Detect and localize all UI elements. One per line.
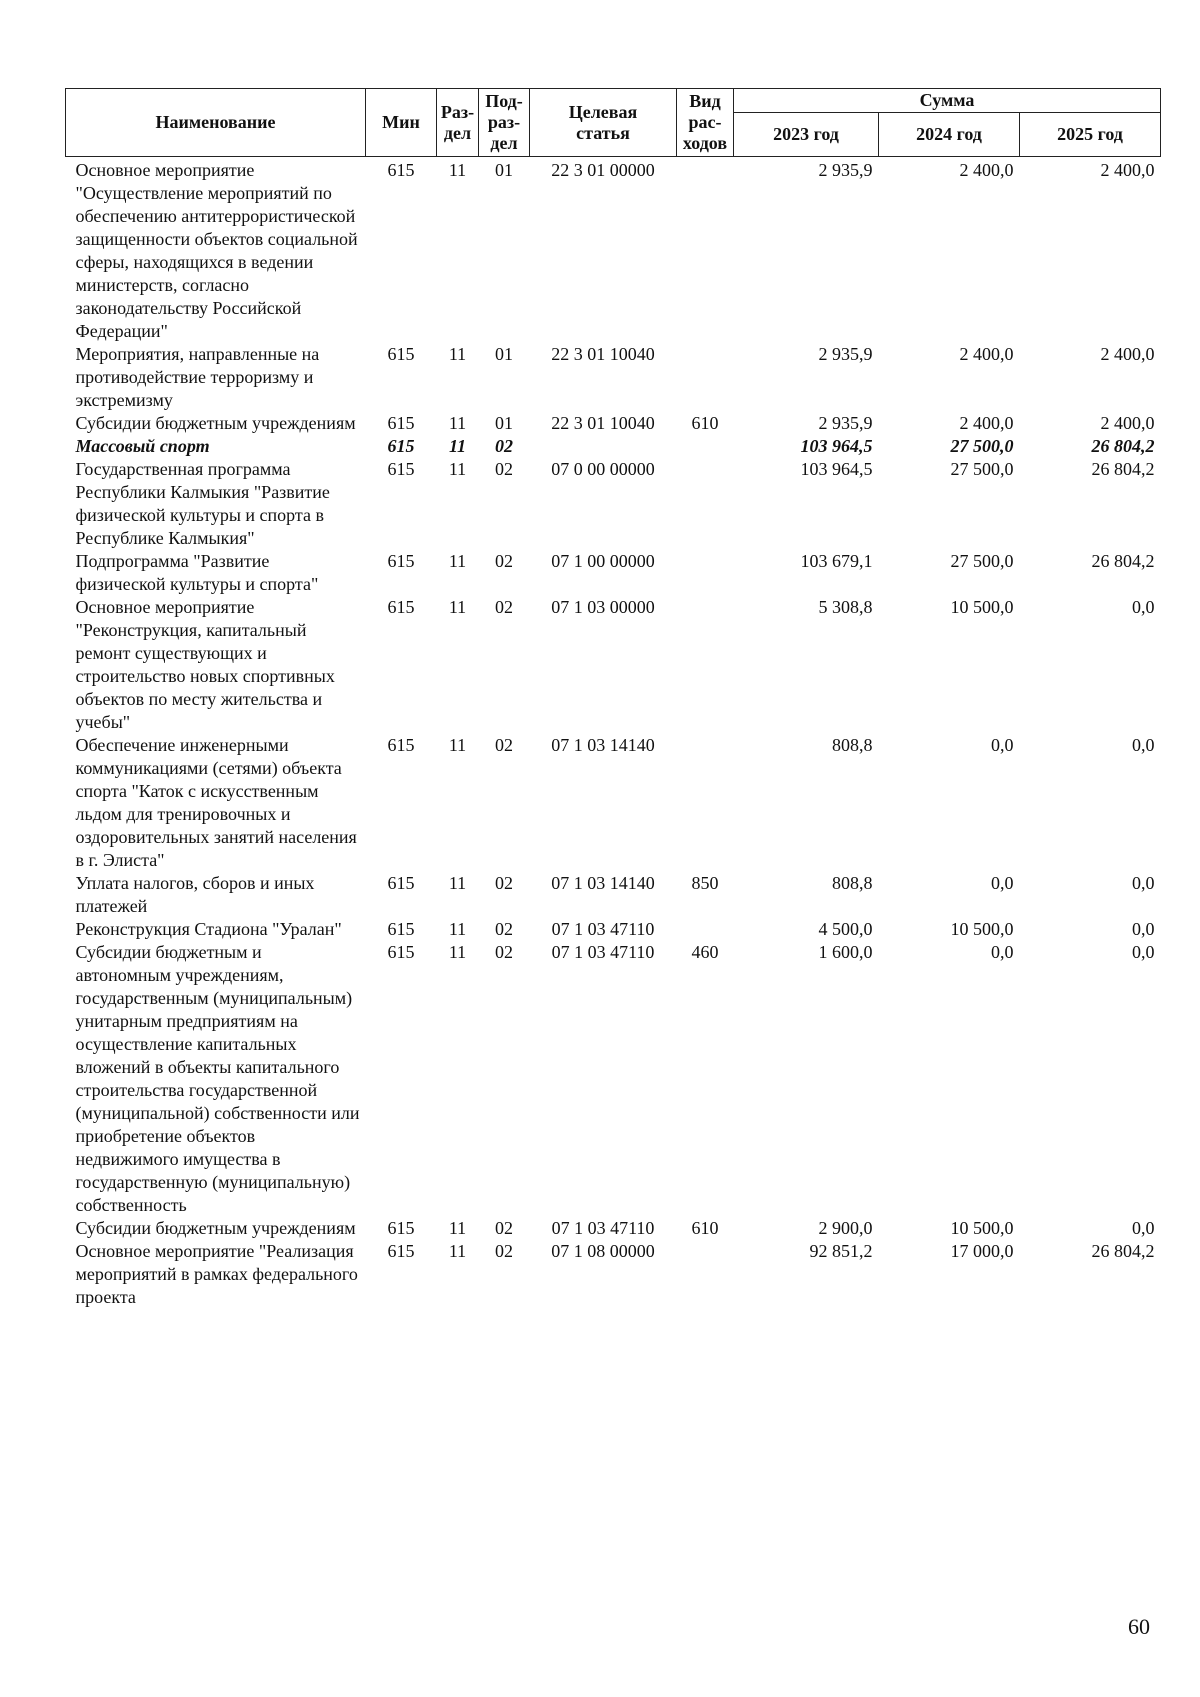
row-podrazdel: 01 bbox=[495, 344, 513, 364]
row-vid bbox=[677, 157, 734, 344]
row-razdel: 11 bbox=[448, 735, 467, 755]
row-razdel: 11 bbox=[448, 1241, 467, 1261]
row-vid bbox=[677, 918, 734, 941]
header-celevaya: Целевая статья bbox=[530, 89, 677, 157]
header-2025: 2025 год bbox=[1020, 113, 1161, 157]
row-razdel: 11 bbox=[448, 436, 466, 456]
table-row bbox=[66, 734, 1161, 872]
row-2024: 0,0 bbox=[991, 942, 1014, 962]
row-vid bbox=[677, 596, 734, 734]
row-podrazdel: 02 bbox=[495, 597, 513, 617]
row-vid bbox=[677, 1240, 734, 1309]
row-2023: 2 935,9 bbox=[818, 160, 873, 180]
row-name: Субсидии бюджетным учреждениям bbox=[75, 413, 356, 433]
row-vid bbox=[677, 458, 734, 550]
row-2025: 26 804,2 bbox=[1091, 1241, 1155, 1261]
row-vid: 460 bbox=[691, 942, 719, 962]
row-razdel: 11 bbox=[448, 413, 467, 433]
row-celevaya: 22 3 01 00000 bbox=[551, 160, 655, 180]
row-celevaya: 07 1 03 14140 bbox=[551, 735, 655, 755]
header-podrazdel: Под- раз- дел bbox=[479, 89, 530, 157]
table-row bbox=[66, 458, 1161, 550]
row-2024: 27 500,0 bbox=[950, 551, 1014, 571]
row-2023: 2 935,9 bbox=[818, 413, 873, 433]
table-row bbox=[66, 157, 1161, 344]
row-podrazdel: 02 bbox=[495, 919, 513, 939]
row-2025: 0,0 bbox=[1132, 1218, 1155, 1238]
row-name: Массовый спорт bbox=[75, 436, 210, 456]
header-summa: Сумма bbox=[734, 89, 1161, 113]
row-min: 615 bbox=[387, 413, 415, 433]
row-celevaya: 07 1 03 47110 bbox=[551, 919, 655, 939]
row-razdel: 11 bbox=[448, 160, 467, 180]
header-razdel: Раз- дел bbox=[437, 89, 479, 157]
header-2024: 2024 год bbox=[879, 113, 1020, 157]
table-row bbox=[66, 1217, 1161, 1240]
row-min: 615 bbox=[387, 459, 415, 479]
row-min: 615 bbox=[387, 344, 415, 364]
row-2025: 26 804,2 bbox=[1091, 551, 1155, 571]
row-2024: 10 500,0 bbox=[950, 597, 1014, 617]
row-name: Основное мероприятие "Реконструкция, капитальный ремонт существующих и строительство новых спортивных объектов по месту жительства и учебы" bbox=[75, 597, 335, 732]
row-razdel: 11 bbox=[448, 1218, 467, 1238]
row-2025: 2 400,0 bbox=[1100, 160, 1155, 180]
page-number: 60 bbox=[1128, 1614, 1150, 1639]
row-podrazdel: 02 bbox=[495, 1241, 513, 1261]
row-2024: 0,0 bbox=[991, 735, 1014, 755]
row-razdel: 11 bbox=[448, 919, 467, 939]
row-vid bbox=[677, 343, 734, 412]
row-2024: 2 400,0 bbox=[959, 413, 1014, 433]
row-podrazdel: 01 bbox=[495, 160, 513, 180]
row-celevaya: 07 1 03 47110 bbox=[551, 1218, 655, 1238]
row-vid: 610 bbox=[691, 1218, 719, 1238]
row-2023: 103 964,5 bbox=[800, 436, 873, 456]
row-min: 615 bbox=[387, 1241, 415, 1261]
row-podrazdel: 02 bbox=[495, 735, 513, 755]
row-2025: 0,0 bbox=[1132, 735, 1155, 755]
table-row bbox=[66, 941, 1161, 1217]
row-min: 615 bbox=[387, 919, 415, 939]
row-2023: 92 851,2 bbox=[809, 1241, 873, 1261]
row-podrazdel: 02 bbox=[495, 459, 513, 479]
header-vid: Вид рас- ходов bbox=[677, 89, 734, 157]
row-2025: 0,0 bbox=[1132, 919, 1155, 939]
table-row bbox=[66, 343, 1161, 412]
row-razdel: 11 bbox=[448, 344, 467, 364]
row-vid bbox=[677, 550, 734, 596]
row-podrazdel: 02 bbox=[495, 1218, 513, 1238]
table-header bbox=[66, 89, 1161, 157]
row-2023: 808,8 bbox=[832, 735, 873, 755]
row-2025: 0,0 bbox=[1132, 942, 1155, 962]
row-2024: 2 400,0 bbox=[959, 344, 1014, 364]
row-celevaya bbox=[530, 435, 677, 458]
row-min: 615 bbox=[387, 551, 415, 571]
header-name: Наименование bbox=[66, 89, 366, 157]
row-2025: 26 804,2 bbox=[1091, 436, 1155, 456]
row-celevaya: 07 1 08 00000 bbox=[551, 1241, 655, 1261]
row-2024: 27 500,0 bbox=[950, 436, 1014, 456]
row-2024: 27 500,0 bbox=[950, 459, 1014, 479]
row-2023: 808,8 bbox=[832, 873, 873, 893]
row-name: Уплата налогов, сборов и иных платежей bbox=[75, 873, 315, 916]
row-min: 615 bbox=[387, 436, 415, 456]
row-min: 615 bbox=[387, 735, 415, 755]
row-name: Основное мероприятие "Осуществление мероприятий по обеспечению антитеррористической защищенности объектов социальной сферы, находящихся в ведении министерств, согласно законодательству Российской Федерации" bbox=[75, 160, 358, 341]
row-razdel: 11 bbox=[448, 459, 467, 479]
row-name: Государственная программа Республики Калмыкия "Развитие физической культуры и спорта в Республике Калмыкия" bbox=[75, 459, 330, 548]
row-name: Основное мероприятие "Реализация мероприятий в рамках федерального проекта bbox=[75, 1241, 358, 1307]
row-podrazdel: 02 bbox=[495, 436, 513, 456]
row-vid: 850 bbox=[691, 873, 719, 893]
row-2024: 10 500,0 bbox=[950, 919, 1014, 939]
row-celevaya: 07 1 03 00000 bbox=[551, 597, 655, 617]
row-2023: 5 308,8 bbox=[818, 597, 873, 617]
row-vid bbox=[677, 435, 734, 458]
row-podrazdel: 01 bbox=[495, 413, 513, 433]
row-2025: 26 804,2 bbox=[1091, 459, 1155, 479]
row-min: 615 bbox=[387, 873, 415, 893]
row-2023: 1 600,0 bbox=[818, 942, 873, 962]
row-name: Обеспечение инженерными коммуникациями (сетями) объекта спорта "Каток с искусственным льдом для тренировочных и оздоровительных занятий населения в г. Элиста" bbox=[75, 735, 357, 870]
table-row bbox=[66, 550, 1161, 596]
row-2025: 0,0 bbox=[1132, 873, 1155, 893]
row-2024: 10 500,0 bbox=[950, 1218, 1014, 1238]
table-body bbox=[66, 157, 1161, 1310]
table-row bbox=[66, 412, 1161, 435]
table-row-section bbox=[66, 435, 1161, 458]
row-min: 615 bbox=[387, 1218, 415, 1238]
row-name: Субсидии бюджетным учреждениям bbox=[75, 1218, 356, 1238]
row-2025: 2 400,0 bbox=[1100, 413, 1155, 433]
row-2025: 0,0 bbox=[1132, 597, 1155, 617]
row-min: 615 bbox=[387, 160, 415, 180]
row-name: Субсидии бюджетным и автономным учреждениям, государственным (муниципальным) унитарным предприятиям на осуществление капитальных вложений в объекты капитального строительства государственной (муниципальной) собственности или приобретение объектов недвижимого имущества в государственную (муниципальную) собственность bbox=[75, 942, 360, 1215]
table-row bbox=[66, 1240, 1161, 1309]
row-2023: 103 679,1 bbox=[800, 551, 873, 571]
row-min: 615 bbox=[387, 597, 415, 617]
row-celevaya: 07 1 03 47110 bbox=[551, 942, 655, 962]
row-2024: 17 000,0 bbox=[950, 1241, 1014, 1261]
row-2024: 2 400,0 bbox=[959, 160, 1014, 180]
row-podrazdel: 02 bbox=[495, 551, 513, 571]
row-name: Подпрограмма "Развитие физической культуры и спорта" bbox=[75, 551, 319, 594]
table-row bbox=[66, 918, 1161, 941]
row-razdel: 11 bbox=[448, 942, 467, 962]
row-celevaya: 07 1 03 14140 bbox=[551, 873, 655, 893]
row-razdel: 11 bbox=[448, 873, 467, 893]
row-2025: 2 400,0 bbox=[1100, 344, 1155, 364]
row-2023: 103 964,5 bbox=[800, 459, 873, 479]
row-2023: 4 500,0 bbox=[818, 919, 873, 939]
row-celevaya: 22 3 01 10040 bbox=[551, 344, 655, 364]
row-2023: 2 900,0 bbox=[818, 1218, 873, 1238]
row-celevaya: 22 3 01 10040 bbox=[551, 413, 655, 433]
row-podrazdel: 02 bbox=[495, 942, 513, 962]
row-celevaya: 07 1 00 00000 bbox=[551, 551, 655, 571]
row-2023: 2 935,9 bbox=[818, 344, 873, 364]
table-row bbox=[66, 596, 1161, 734]
row-razdel: 11 bbox=[448, 597, 467, 617]
header-min: Мин bbox=[366, 89, 437, 157]
row-name: Реконструкция Стадиона "Уралан" bbox=[75, 919, 342, 939]
row-vid bbox=[677, 734, 734, 872]
header-2023: 2023 год bbox=[734, 113, 879, 157]
table-row bbox=[66, 872, 1161, 918]
row-min: 615 bbox=[387, 942, 415, 962]
row-vid: 610 bbox=[691, 413, 719, 433]
row-razdel: 11 bbox=[448, 551, 467, 571]
row-2024: 0,0 bbox=[991, 873, 1014, 893]
row-name: Мероприятия, направленные на противодействие терроризму и экстремизму bbox=[75, 344, 320, 410]
row-celevaya: 07 0 00 00000 bbox=[551, 459, 655, 479]
row-podrazdel: 02 bbox=[495, 873, 513, 893]
budget-table bbox=[65, 88, 1161, 1309]
